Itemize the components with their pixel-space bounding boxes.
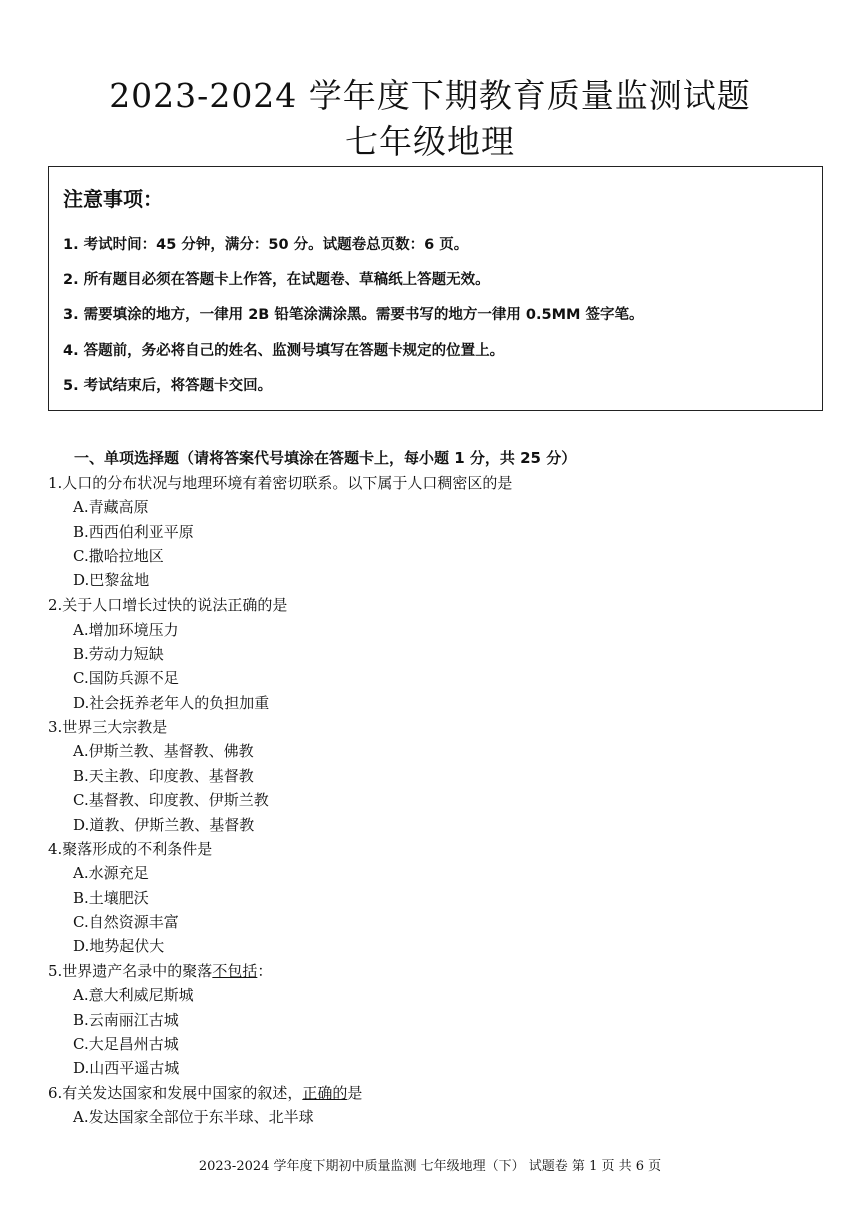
- answer-option: A.增加环境压力: [73, 621, 179, 639]
- answer-option: D.巴黎盆地: [73, 571, 150, 589]
- answer-option: C.国防兵源不足: [73, 669, 179, 687]
- answer-option: A.水源充足: [73, 864, 149, 882]
- answer-option: B.西西伯利亚平原: [73, 523, 194, 541]
- question-stem-emphasis: 正确的: [302, 1084, 348, 1102]
- answer-option: B.劳动力短缺: [73, 645, 164, 663]
- answer-option: C.自然资源丰富: [73, 913, 179, 931]
- question-stem-emphasis: 不包括: [212, 962, 258, 980]
- page-title-line2: 七年级地理: [345, 122, 515, 161]
- question-stem-text: 是: [347, 1084, 363, 1102]
- question-stem: 2.关于人口增长过快的说法正确的是: [48, 596, 288, 614]
- answer-option: C.基督教、印度教、伊斯兰教: [73, 791, 269, 809]
- question-stem: 1.人口的分布状况与地理环境有着密切联系。以下属于人口稠密区的是: [48, 474, 513, 492]
- answer-option: A.发达国家全部位于东半球、北半球: [73, 1108, 314, 1126]
- page-title-line1: 2023-2024 学年度下期教育质量监测试题: [109, 76, 751, 115]
- answer-option: C.大足昌州古城: [73, 1035, 179, 1053]
- answer-option: D.社会抚养老年人的负担加重: [73, 694, 270, 712]
- answer-option: A.伊斯兰教、基督教、佛教: [73, 742, 254, 760]
- question-stem-text: 5.世界遗产名录中的聚落: [48, 962, 213, 980]
- notice-item: 4. 答题前，务必将自己的姓名、监测号填写在答题卡规定的位置上。: [63, 343, 505, 359]
- question-stem: [48, 960, 272, 981]
- question-stem: 3.世界三大宗教是: [48, 718, 168, 736]
- answer-option: A.意大利威尼斯城: [73, 986, 194, 1004]
- question-stem-text: 6.有关发达国家和发展中国家的叙述，: [48, 1084, 303, 1102]
- question-stem: [48, 1082, 362, 1103]
- answer-option: D.地势起伏大: [73, 937, 165, 955]
- section-heading: 一、单项选择题（请将答案代号填涂在答题卡上，每小题 1 分，共 25 分）: [74, 449, 577, 467]
- answer-option: D.山西平遥古城: [73, 1059, 180, 1077]
- notice-box: [48, 166, 823, 411]
- answer-option: A.青藏高原: [73, 498, 149, 516]
- notice-item: 1. 考试时间：45 分钟，满分：50 分。试题卷总页数：6 页。: [63, 237, 469, 253]
- answer-option: B.土壤肥沃: [73, 889, 149, 907]
- answer-option: B.云南丽江古城: [73, 1011, 179, 1029]
- notice-item: 2. 所有题目必须在答题卡上作答，在试题卷、草稿纸上答题无效。: [63, 272, 490, 288]
- notice-item: 5. 考试结束后，将答题卡交回。: [63, 378, 273, 394]
- question-stem: 4.聚落形成的不利条件是: [48, 840, 213, 858]
- notice-heading: 注意事项：: [63, 187, 163, 211]
- answer-option: C.撒哈拉地区: [73, 547, 164, 565]
- notice-item: 3. 需要填涂的地方，一律用 2B 铅笔涂满涂黑。需要书写的地方一律用 0.5MM 签字笔。: [63, 307, 644, 323]
- answer-option: D.道教、伊斯兰教、基督教: [73, 816, 255, 834]
- question-stem-text: ：: [257, 962, 273, 980]
- answer-option: B.天主教、印度教、基督教: [73, 767, 254, 785]
- page-footer: 2023-2024 学年度下期初中质量监测 七年级地理（下） 试题卷 第 1 页 共 6 页: [198, 1159, 662, 1174]
